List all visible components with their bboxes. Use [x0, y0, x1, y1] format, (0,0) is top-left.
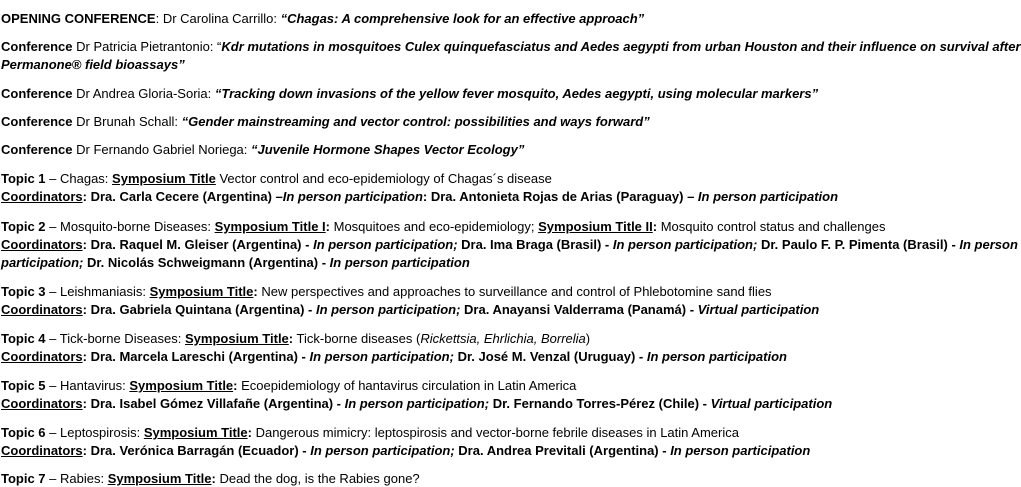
participation-mode: Virtual participation	[697, 302, 820, 317]
participation-mode: In person participation	[697, 189, 839, 204]
symposium-description: New perspectives and approaches to surveillance and control of Phlebotomine sand flies	[257, 284, 772, 299]
topic-3-line: Topic 3 – Leishmaniasis: Symposium Title: New perspectives and approaches to surveillance and control of Phlebotomine sand flies	[1, 284, 772, 299]
symposium-title-label: Symposium Title I	[214, 219, 326, 234]
coordinators-label: Coordinators	[1, 443, 83, 458]
coordinator: Dra. Raquel M. Gleiser (Argentina) -	[90, 237, 314, 252]
conference-label: Conference	[1, 39, 73, 54]
symposium-title-label: Symposium Title	[129, 378, 234, 393]
coordinators-label: Coordinators	[1, 349, 83, 364]
conference-line	[1, 39, 1021, 55]
conference-speaker: Dr Patricia Pietrantonio: “	[72, 39, 222, 54]
opening-speaker: Dr Carolina Carrillo:	[162, 11, 281, 26]
coordinator: Dra. Anayansi Valderrama (Panamá) -	[460, 302, 698, 317]
participation-mode: In person participation	[309, 349, 450, 364]
symposium-description: Mosquitoes and eco-epidemiology;	[330, 219, 539, 234]
participation-mode: In person participation	[612, 237, 753, 252]
conference-speaker: Dr Fernando Gabriel Noriega:	[72, 142, 252, 157]
conference-talk-title-cont: Permanone® field bioassays”	[1, 57, 185, 72]
topic-3-coordinators: Coordinators: Dra. Gabriela Quintana (Argentina) - In person participation; Dra. Anayansi Valderrama (Panamá) - Virtual participation	[1, 302, 820, 317]
symposium-description: Dangerous mimicry: leptospirosis and vector-borne febrile diseases in Latin America	[251, 425, 739, 440]
coordinators-label: Coordinators	[1, 302, 83, 317]
symposium-title-label: Symposium Title	[107, 471, 212, 486]
coordinators-label: Coordinators	[1, 396, 83, 411]
topic-2-line: Topic 2 – Mosquito-borne Diseases: Symposium Title I: Mosquitoes and eco-epidemiology; Symposium Title II: Mosquito control status and challenges	[1, 219, 886, 234]
topic-label: Topic 5	[1, 378, 46, 393]
conference-line	[1, 142, 524, 158]
opening-talk-title: “Chagas: A comprehensive look for an effective approach”	[280, 11, 645, 26]
topic-1-line	[1, 171, 552, 187]
coordinator: Dra. Gabriela Quintana (Argentina) -	[90, 302, 316, 317]
conference-label: Conference	[1, 142, 73, 157]
participation-mode: In person participation	[670, 443, 811, 458]
coordinator: Dra. Verónica Barragán (Ecuador) -	[90, 443, 311, 458]
conference-talk-title: “Gender mainstreaming and vector control: possibilities and ways forward”	[181, 114, 650, 129]
symposium-description: Mosquito control status and challenges	[657, 219, 886, 234]
coordinator: Dr. Paulo F. P. Pimenta (Brasil) -	[757, 237, 960, 252]
coordinator: Dra. Isabel Gómez Villafañe (Argentina) -	[90, 396, 345, 411]
coordinators-label: Coordinators	[1, 237, 83, 252]
topic-1-coordinators: Coordinators: Dra. Carla Cecere (Argentina) –In person participation: Dra. Antonieta Rojas de Arias (Paraguay) – In person participation	[1, 189, 839, 204]
coordinator: Dr. Nicolás Schweigmann (Argentina) -	[83, 255, 330, 270]
coordinators-label: Coordinators	[1, 189, 83, 204]
participation-mode: In person participation	[310, 443, 451, 458]
topic-label: Topic 1	[1, 171, 46, 186]
topic-label: Topic 4	[1, 331, 46, 346]
participation-mode: In person participation	[315, 302, 457, 317]
topic-area: – Leptospirosis:	[45, 425, 144, 440]
symposium-title-label: Symposium Title	[112, 171, 216, 186]
topic-6-coordinators: Coordinators: Dra. Verónica Barragán (Ecuador) - In person participation; Dra. Andrea Previtali (Argentina) - In person participation	[1, 443, 811, 458]
topic-label: Topic 7	[1, 471, 46, 486]
conference-talk-title: Kdr mutations in mosquitoes Culex quinquefasciatus and Aedes aegypti from urban Houston and their influence on survival after	[221, 39, 1021, 54]
coordinator: Dra. Andrea Previtali (Argentina) -	[454, 443, 671, 458]
topic-7-line: Topic 7 – Rabies: Symposium Title: Dead the dog, is the Rabies gone?	[1, 471, 420, 486]
symposium-description: Tick-borne diseases (	[293, 331, 421, 346]
symposium-title-label: Symposium Title	[185, 331, 289, 346]
coordinator: Dra. Marcela Lareschi (Argentina) -	[90, 349, 310, 364]
symposium-title-label: Symposium Title	[149, 284, 254, 299]
participation-mode: In person participation	[313, 237, 454, 252]
topic-area: – Rabies:	[45, 471, 108, 486]
conference-speaker: Dr Andrea Gloria-Soria:	[72, 86, 215, 101]
conference-talk-title: “Juvenile Hormone Shapes Vector Ecology”	[251, 142, 525, 157]
conference-talk-title: “Tracking down invasions of the yellow fever mosquito, Aedes aegypti, using molecular markers”	[214, 86, 819, 101]
topic-2-coordinators-cont	[1, 255, 470, 271]
symposium-description: Ecoepidemiology of hantavirus circulation in Latin America	[237, 378, 577, 393]
symposium-description: Dead the dog, is the Rabies gone?	[215, 471, 420, 486]
conference-line	[1, 86, 818, 102]
topic-5-line: Topic 5 – Hantavirus: Symposium Title: Ecoepidemiology of hantavirus circulation in Latin America	[1, 378, 577, 393]
topic-area: – Leishmaniasis:	[45, 284, 150, 299]
symposium-title-label: Symposium Title II	[538, 219, 653, 234]
topic-area: – Chagas:	[45, 171, 113, 186]
coordinator: Dra. Carla Cecere (Argentina) –	[90, 189, 283, 204]
symposium-description: Vector control and eco-epidemiology of Chagas´s disease	[215, 171, 552, 186]
topic-6-line: Topic 6 – Leptospirosis: Symposium Title: Dangerous mimicry: leptospirosis and vector-borne febrile diseases in Latin America	[1, 425, 739, 440]
conference-speaker: Dr Brunah Schall:	[72, 114, 182, 129]
conference-line-continuation	[1, 57, 185, 73]
topic-label: Topic 6	[1, 425, 46, 440]
topic-area: – Hantavirus:	[45, 378, 130, 393]
topic-label: Topic 2	[1, 219, 46, 234]
opening-sep: :	[155, 11, 163, 26]
participation-mode: In person participation	[329, 255, 470, 270]
topic-label: Topic 3	[1, 284, 46, 299]
coordinator: Dr. Fernando Torres-Pérez (Chile) -	[489, 396, 711, 411]
conference-line	[1, 114, 650, 130]
coordinator: Dra. Ima Braga (Brasil) -	[457, 237, 613, 252]
participation-mode: In person participation	[344, 396, 485, 411]
pathogen-names: Rickettsia, Ehrlichia, Borrelia	[420, 331, 586, 346]
participation-mode: In person	[959, 237, 1018, 252]
topic-4-line: Topic 4 – Tick-borne Diseases: Symposium Title: Tick-borne diseases (Rickettsia, Ehrlichia, Borrelia)	[1, 331, 591, 346]
topic-5-coordinators: Coordinators: Dra. Isabel Gómez Villafañe (Argentina) - In person participation; Dr. Fernando Torres-Pérez (Chile) - Virtual participation	[1, 396, 833, 411]
coordinator: Dr. José M. Venzal (Uruguay) -	[453, 349, 647, 364]
symposium-title-label: Symposium Title	[143, 425, 248, 440]
participation-mode: In person participation	[282, 189, 423, 204]
conference-label: Conference	[1, 114, 73, 129]
topic-area: – Tick-borne Diseases:	[45, 331, 185, 346]
opening-conference-label: OPENING CONFERENCE	[1, 11, 156, 26]
topic-4-coordinators: Coordinators: Dra. Marcela Lareschi (Argentina) - In person participation; Dr. José M. Venzal (Uruguay) - In person participation	[1, 349, 787, 364]
participation-mode: In person participation	[646, 349, 787, 364]
coordinator: Dra. Antonieta Rojas de Arias (Paraguay) –	[427, 189, 698, 204]
topic-area: – Mosquito-borne Diseases:	[45, 219, 215, 234]
participation-mode: Virtual participation	[710, 396, 833, 411]
participation-mode: participation;	[1, 255, 84, 270]
opening-conference-line	[1, 11, 644, 27]
conference-label: Conference	[1, 86, 73, 101]
topic-2-coordinators: Coordinators: Dra. Raquel M. Gleiser (Argentina) - In person participation; Dra. Ima Braga (Brasil) - In person participation; Dr. Paulo F. P. Pimenta (Brasil) - In person	[1, 237, 1018, 252]
